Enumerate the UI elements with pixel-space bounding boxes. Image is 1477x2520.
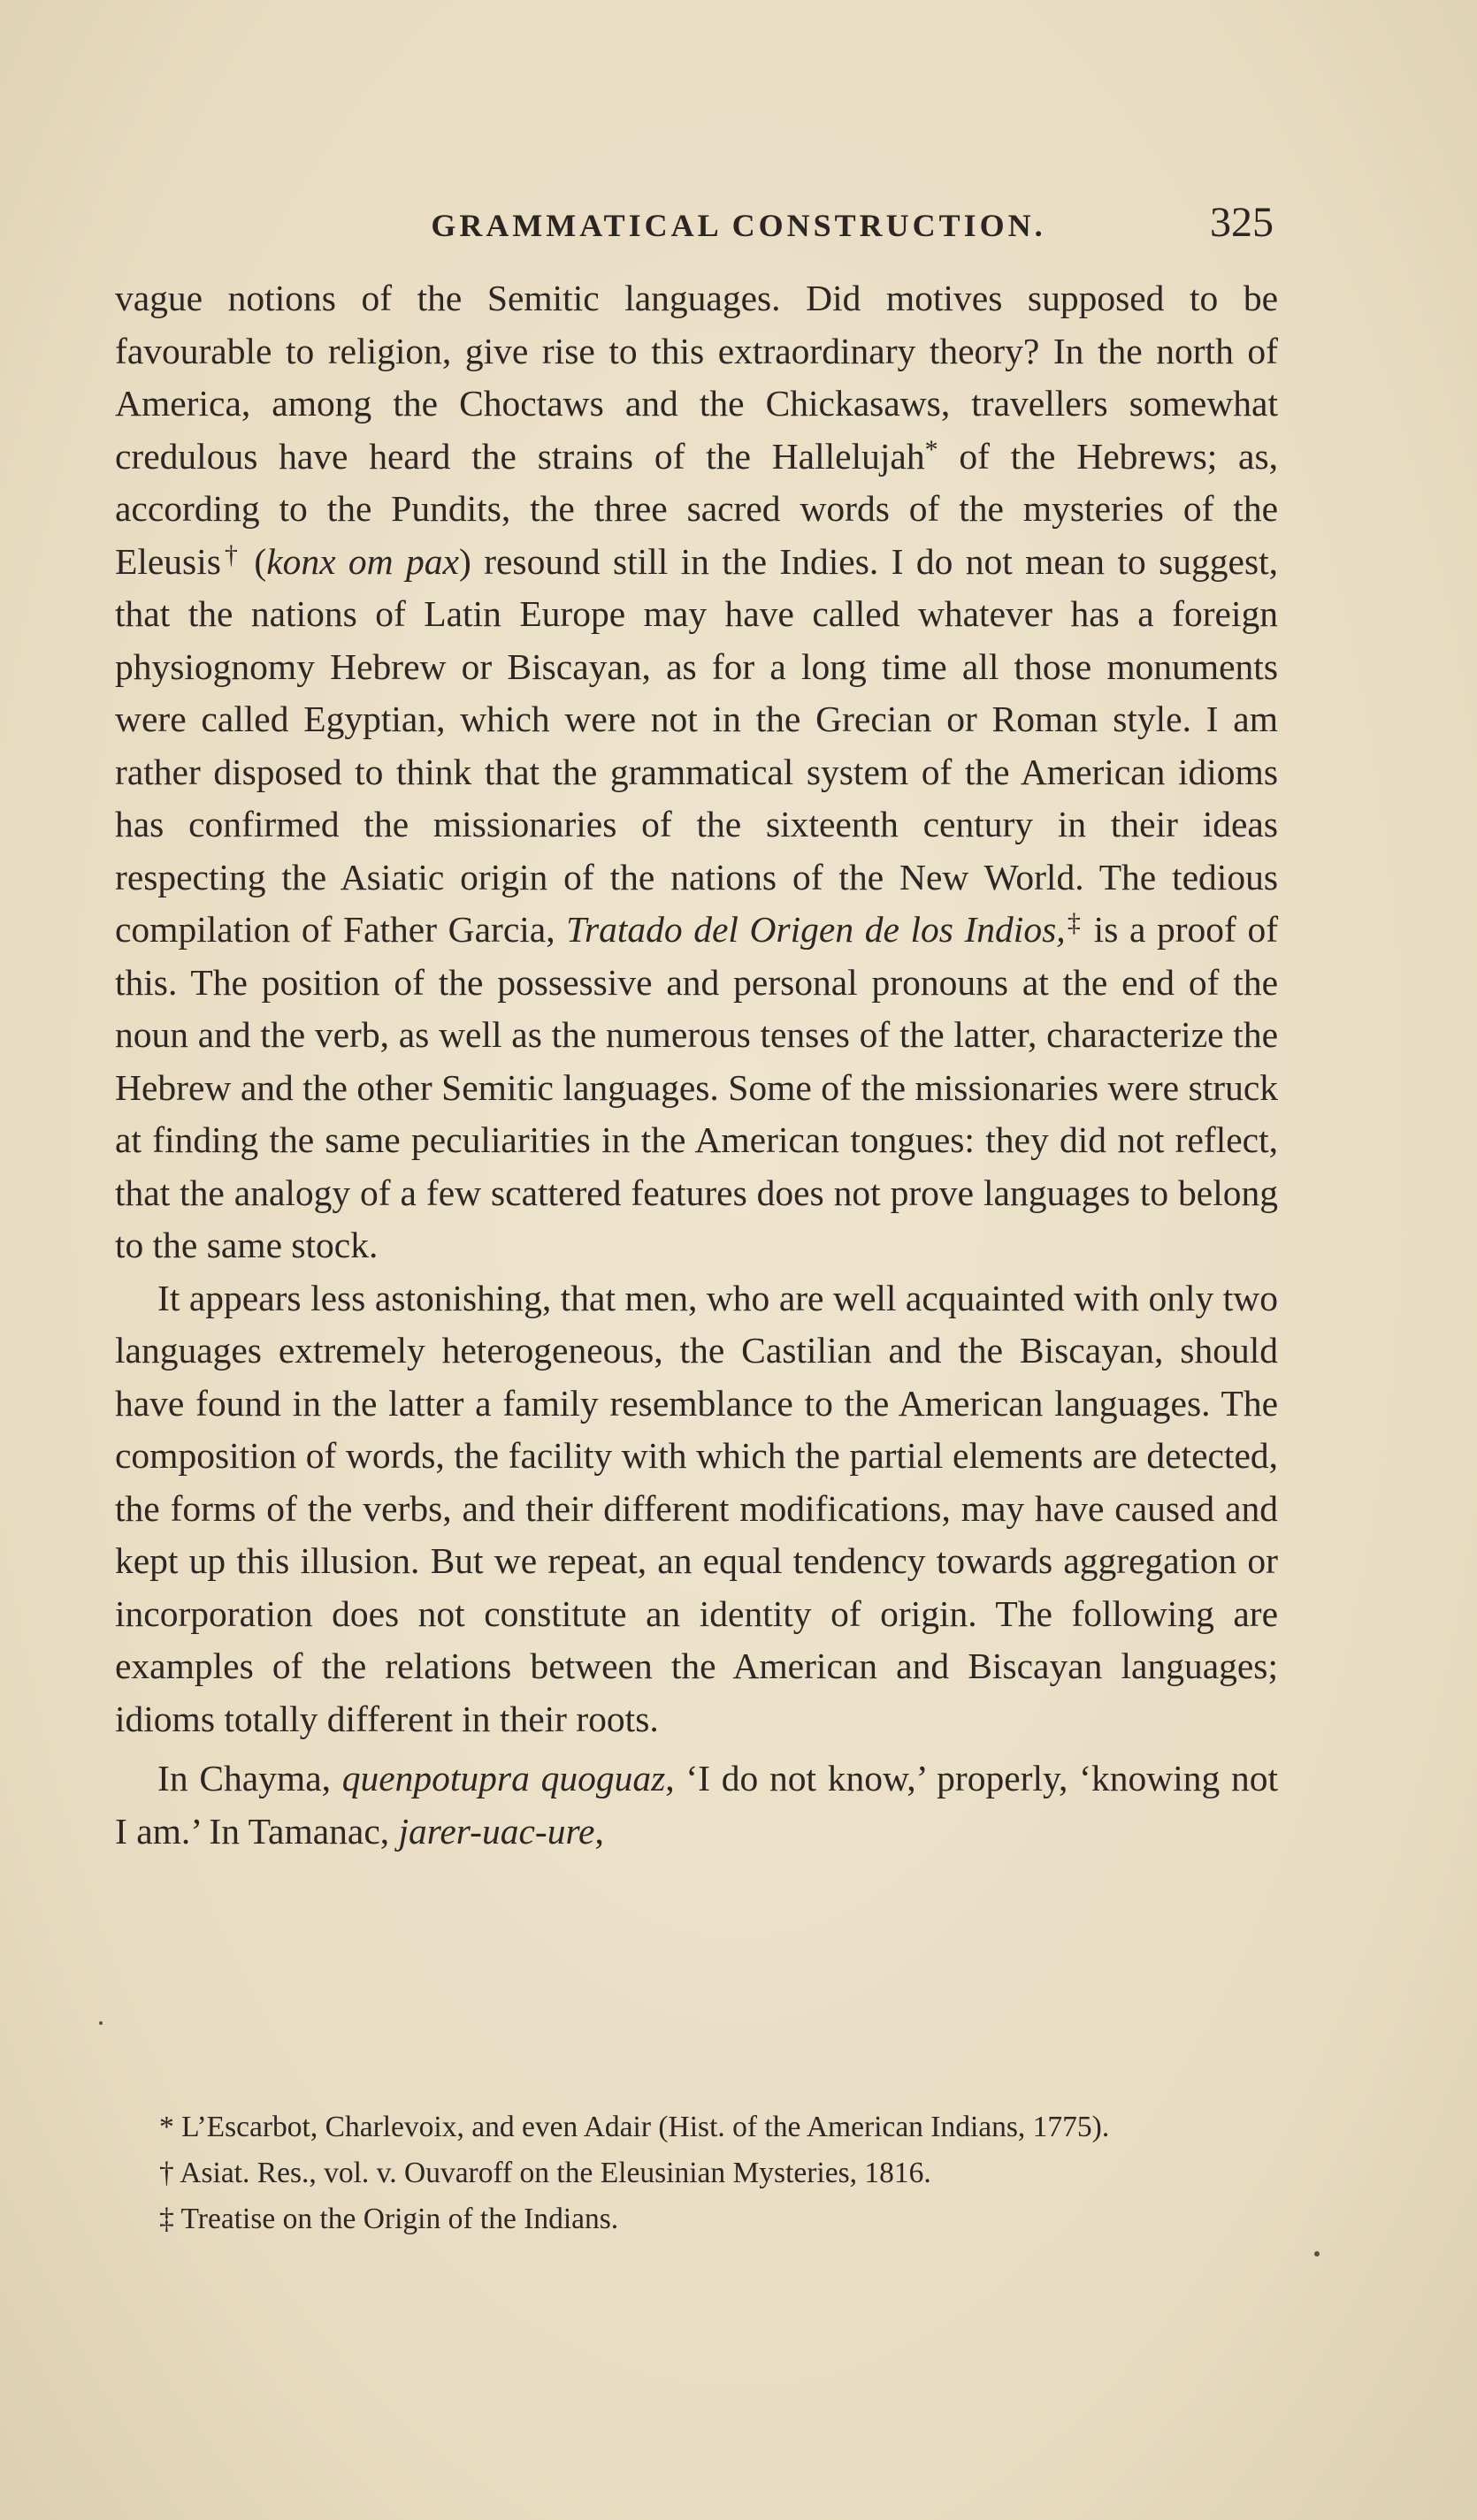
running-title: GRAMMATICAL CONSTRUCTION. <box>431 208 1046 243</box>
footnotes <box>115 2104 1278 2242</box>
footnote-3: ‡ Treatise on the Origin of the Indians. <box>159 2203 619 2235</box>
body-text <box>115 272 1278 1858</box>
italic-phrase: konx om pax <box>266 540 459 582</box>
page-number: 325 <box>1210 199 1274 246</box>
paragraph-1: vague notions of the Semitic languages. Did motives supposed to be favourable to religion, give rise to this extraordinary theory? In the north of America, among the Choctaws and the Chickasaws, travellers somewhat credulous have heard the strains of the Hallelujah* of the Hebrews; as, according to the Pundits, the three sacred words of the mysteries of the Eleusis† (konx om pax) resound still in the Indies. I do not mean to suggest, that the nations of Latin Europe may have called whatever has a foreign physiognomy Hebrew or Biscayan, as for a long time all those monuments were called Egyptian, which were not in the Grecian or Roman style. I am rather disposed to think that the grammatical system of the American idioms has confirmed the missionaries of the sixteenth century in their ideas respecting the Asiatic origin of the nations of the New World. The tedious compilation of Father Garcia, Tratado del Origen de los Indios,‡ is a proof of this. The position of the possessive and personal pronouns at the end of the noun and the verb, as well as the numerous tenses of the latter, characterize the Hebrew and the other Semitic languages. Some of the missionaries were struck at finding the same peculiarities in the American tongues: they did not reflect, that the analogy of a few scattered features does not prove languages to belong to the same stock. <box>115 278 1279 1265</box>
italic-title: Tratado del Origen de los Indios, <box>566 909 1066 950</box>
paper-speck <box>1314 2251 1320 2257</box>
footnote-mark-dagger: † <box>220 539 241 569</box>
footnote-mark-asterisk: * <box>924 434 938 464</box>
footnote-mark-double-dagger: ‡ <box>1065 908 1083 937</box>
paragraph-3: In Chayma, quenpotupra quoguaz, ‘I do not know,’ properly, ‘knowing not I am.’ In Tamanac, jarer-uac-ure, <box>115 1758 1278 1852</box>
paragraph-2: It appears less astonishing, that men, who are well acquainted with only two languages extremely heterogeneous, the Castilian and the Biscayan, should have found in the latter a family resemblance to the American languages. The composition of words, the facility with which the partial elements are detected, the forms of the verbs, and their different modifications, may have caused and kept up this illusion. But we repeat, an equal tendency towards aggregation or incorporation does not constitute an identity of origin. The following are examples of the relations between the American and Biscayan languages; idioms totally different in their roots. <box>115 1277 1278 1739</box>
italic-phrase: quenpotupra quoguaz <box>341 1758 666 1798</box>
page-header <box>203 199 1274 255</box>
footnote-2: † Asiat. Res., vol. v. Ouvaroff on the Eleusinian Mysteries, 1816. <box>159 2157 931 2189</box>
italic-phrase: jarer-uac-ure <box>398 1810 595 1852</box>
footnote-1: * L’Escarbot, Charlevoix, and even Adair (Hist. of the American Indians, 1775). <box>159 2111 1110 2143</box>
paper-speck <box>99 2021 103 2025</box>
